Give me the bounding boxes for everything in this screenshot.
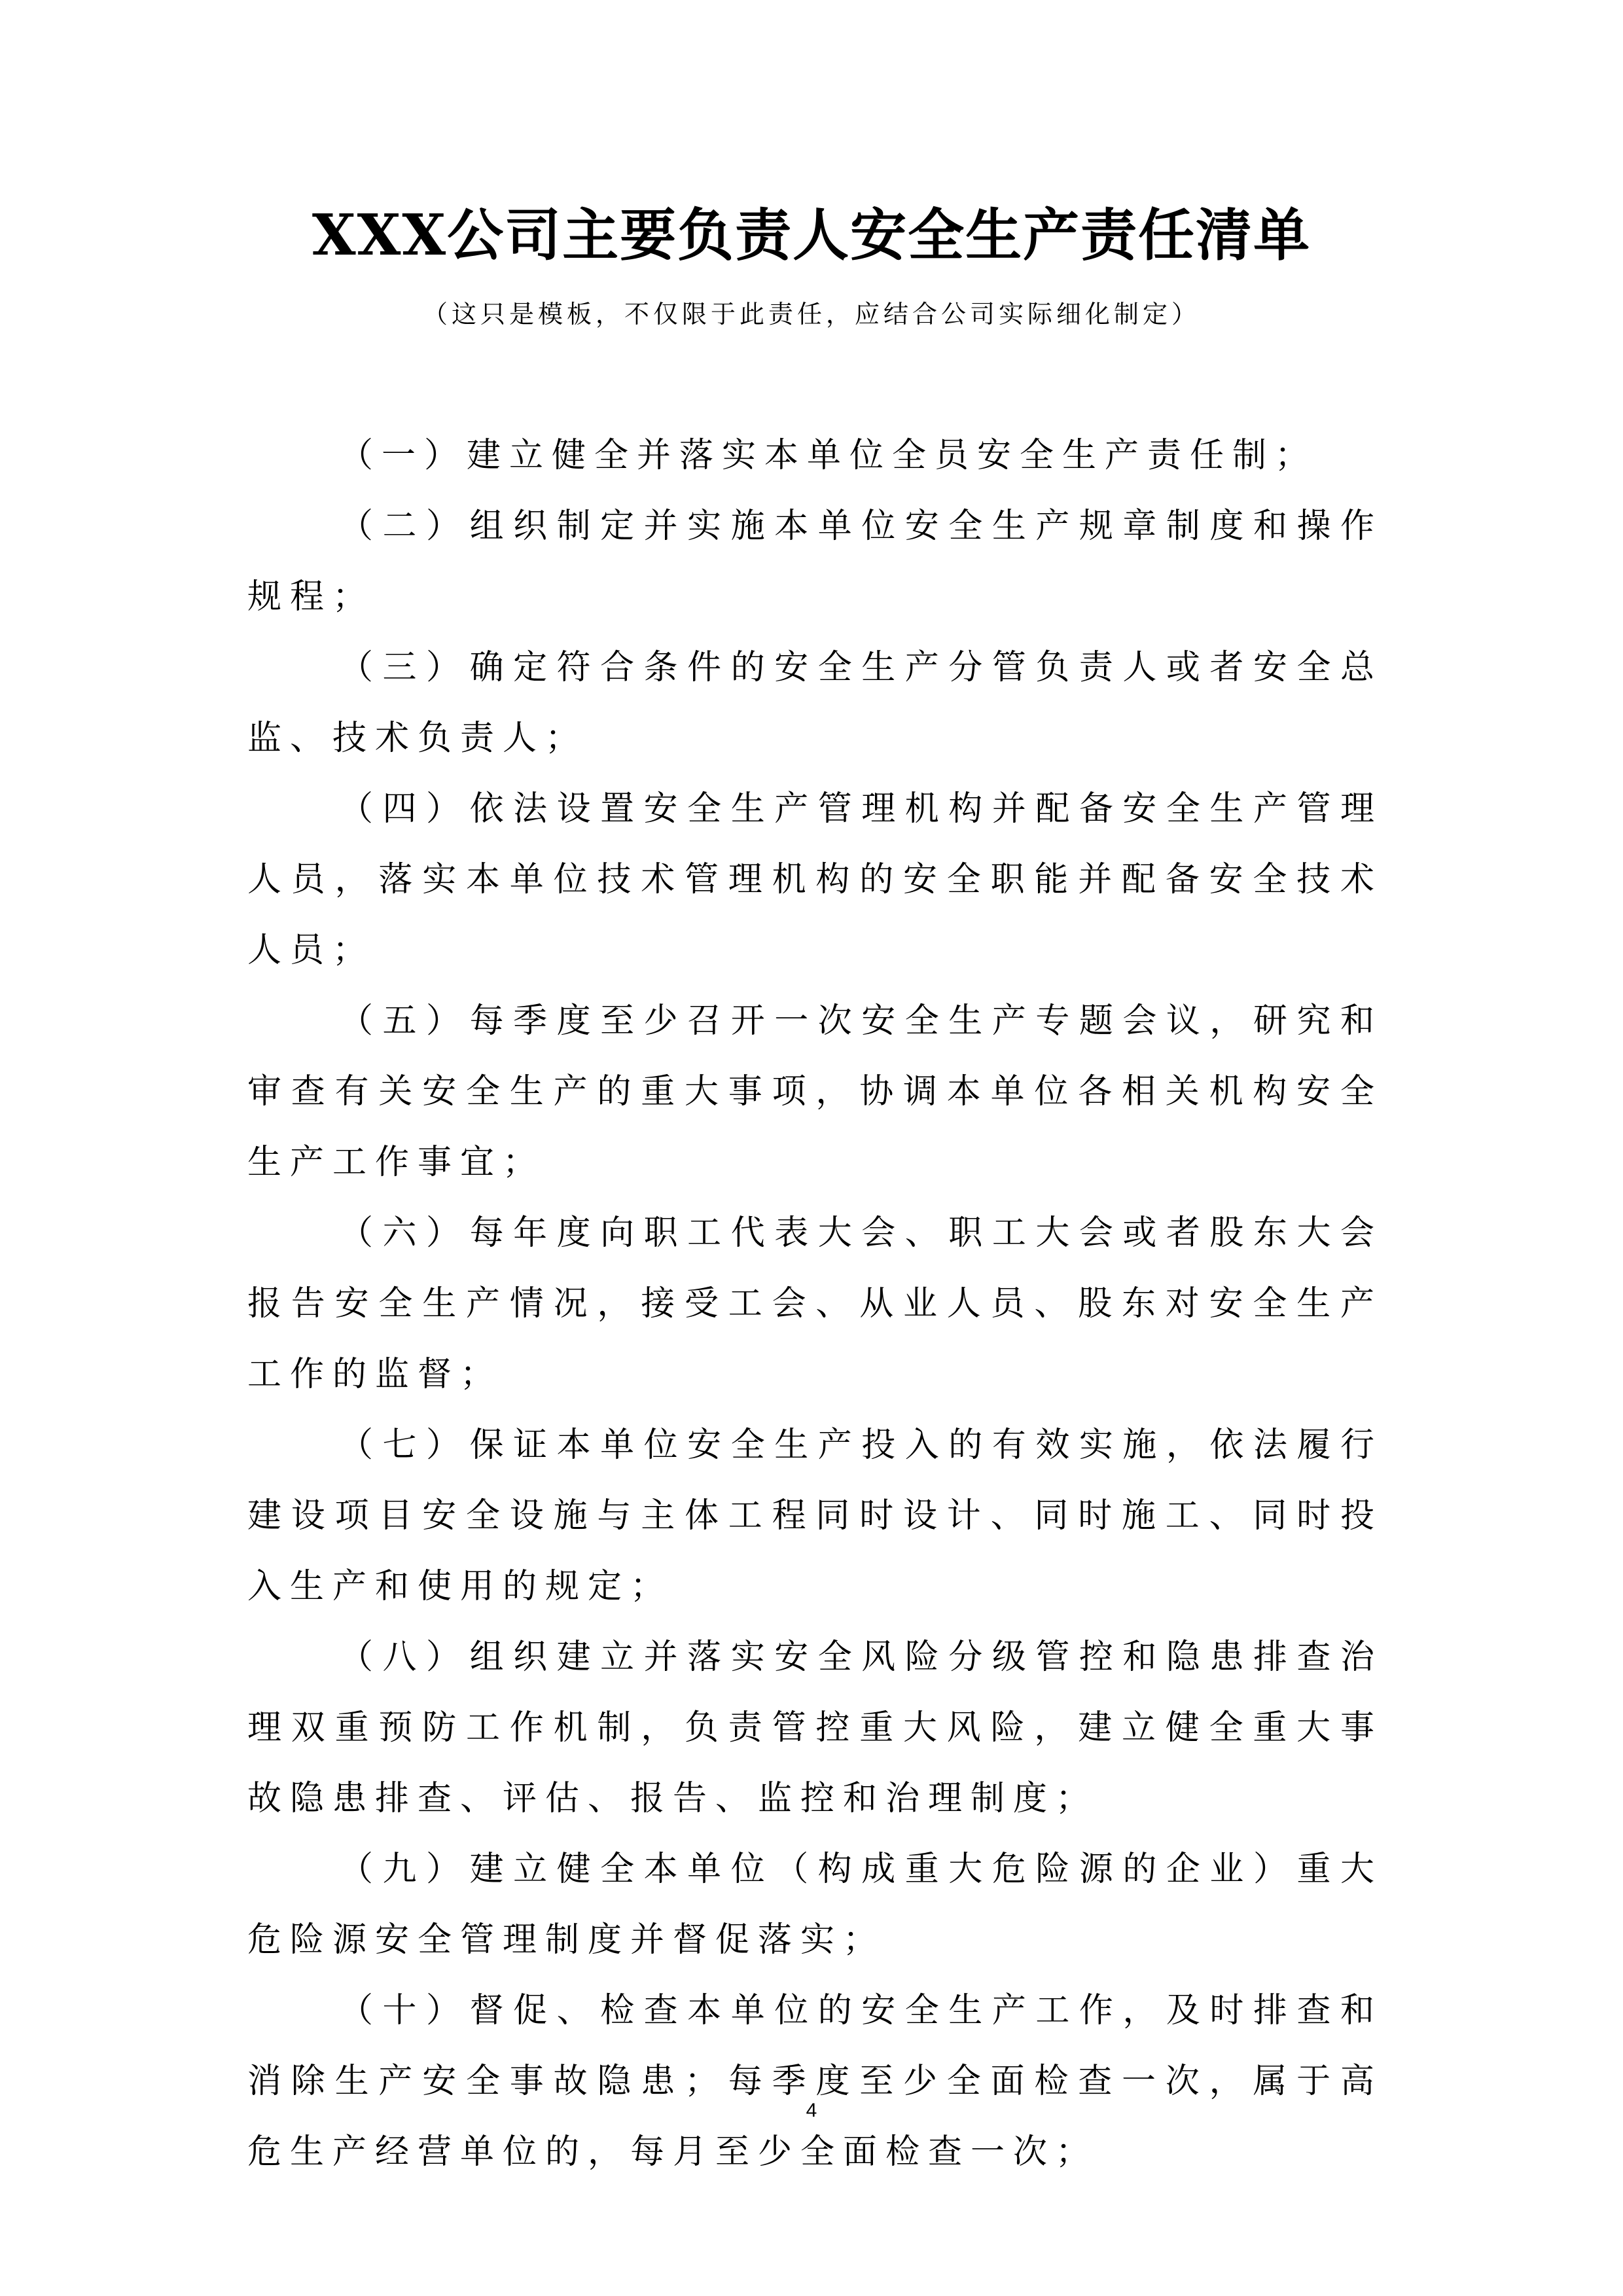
list-item: （十）督促、检查本单位的安全生产工作，及时排查和消除生产安全事故隐患；每季度至少全面检查一次，属于高危生产经营单位的，每月至少全面检查一次； <box>247 1991 1383 2172</box>
list-item: （七）保证本单位安全生产投入的有效实施，依法履行建设项目安全设施与主体工程同时设计、同时施工、同时投入生产和使用的规定； <box>247 1426 1383 1606</box>
list-item: （一）建立健全并落实本单位全员安全生产责任制； <box>339 436 1318 475</box>
list-item: （九）建立健全本单位（构成重大危险源的企业）重大危险源安全管理制度并督促落实； <box>247 1850 1383 1960</box>
list-item: （八）组织建立并落实安全风险分级管控和隐患排查治理双重预防工作机制，负责管控重大风险，建立健全重大事故隐患排查、评估、报告、监控和治理制度； <box>247 1638 1383 1818</box>
responsibility-list <box>247 420 1383 2187</box>
list-item: （三）确定符合条件的安全生产分管负责人或者安全总监、技术负责人； <box>247 648 1383 758</box>
list-item: （四）依法设置安全生产管理机构并配备安全生产管理人员，落实本单位技术管理机构的安全职能并配备安全技术人员； <box>247 789 1383 970</box>
list-item: （五）每季度至少召开一次安全生产专题会议，研究和审查有关安全生产的重大事项，协调本单位各相关机构安全生产工作事宜； <box>247 1001 1383 1182</box>
page-number: 4 <box>806 2100 817 2121</box>
list-item: （二）组织制定并实施本单位安全生产规章制度和操作规程； <box>247 507 1383 617</box>
document-subtitle: （这只是模板，不仅限于此责任，应结合公司实际细化制定） <box>422 300 1200 329</box>
list-item: （六）每年度向职工代表大会、职工大会或者股东大会报告安全生产情况，接受工会、从业人员、股东对安全生产工作的监督； <box>247 1213 1383 1394</box>
document-title: XXX公司主要负责人安全生产责任清单 <box>312 202 1311 268</box>
